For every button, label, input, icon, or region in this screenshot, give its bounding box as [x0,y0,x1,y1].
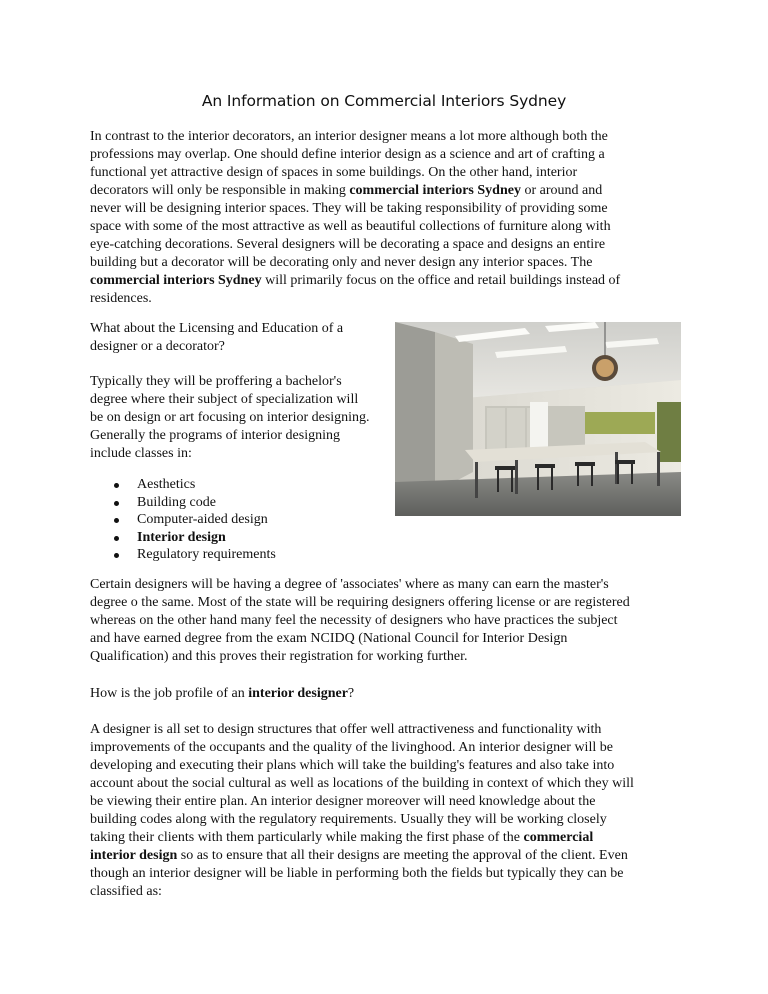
associates-line-5: Qualification) and this proves their registration for working further. [90,649,468,664]
list-item-bold: Interior design [137,529,226,545]
associates-paragraph [90,576,690,666]
intro-line-9-end: will primarily focus on the office and retail buildings instead of [261,273,621,288]
intro-line-9 [90,272,690,290]
job-line-8 [90,847,690,865]
intro-paragraph [90,128,690,308]
bachelor-paragraph [90,373,390,463]
bachelor-line-5: include classes in: [90,446,192,461]
job-line-10: classified as: [90,884,162,899]
associates-line-3: whereas on the other hand many feel the necessity of designers who have practices the subject [90,613,618,628]
office-interior-photo [395,322,681,516]
list-item: Building code [114,494,276,512]
job-line-1: A designer is all set to design structures that offer well attractiveness and functionality with [90,722,602,737]
licensing-line-2: designer or a decorator? [90,339,225,354]
page-title: An Information on Commercial Interiors Sydney [201,92,567,110]
intro-line-3: functional yet attractive design of spaces in some buildings. On the other hand, interior [90,165,578,180]
licensing-line-1: What about the Licensing and Education of a [90,321,344,336]
intro-line-4-end: or around and [520,183,603,198]
keyword-interior-designer: interior designer [248,686,348,701]
classes-list [114,476,276,564]
list-item: Computer-aided design [114,511,276,529]
intro-line-4 [90,182,690,200]
job-line-6: building codes along with the regulatory requirements. Usually they will be working closely [90,812,607,827]
list-item [114,529,276,547]
intro-line-7: eye-catching decorations. Several designers will be decorating a space and designs an entire [90,237,606,252]
intro-line-8: building but a decorator will be decorating only and never design any interior spaces. The [90,255,593,270]
intro-line-6: space with some of the most attractive as well as beautiful collections of furniture along with [90,219,611,234]
list-item: Regulatory requirements [114,546,276,564]
bachelor-line-3: be on design or art focusing on interior designing. [90,410,370,425]
keyword-commercial: commercial [523,830,594,845]
job-line-2: improvements of the occupants and the quality of the livinghood. An interior designer will be [90,740,613,755]
bachelor-line-4: Generally the programs of interior designing [90,428,340,443]
list-item: Aesthetics [114,476,276,494]
job-paragraph [90,721,690,901]
associates-line-1: Certain designers will be having a degree of 'associates' where as many can earn the master's [90,577,609,592]
job-line-7-start: taking their clients with them particularly while making the first phase of the [90,830,524,845]
job-line-5: be viewing their entire plan. An interior designer moreover will need knowledge about the [90,794,596,809]
intro-line-2: professions may overlap. One should define interior design as a science and art of crafting a [90,147,605,162]
job-line-9: though an interior designer will be liable in performing both the fields but typically they can be [90,866,624,881]
keyword-commercial-interiors-sydney: commercial interiors Sydney [349,183,521,198]
job-line-4: account about the social cultural as well as locations of the building in context of which they will [90,776,634,791]
intro-line-5: never will be designing interior spaces. They will be taking responsibility of providing some [90,201,608,216]
job-line-7 [90,829,690,847]
job-line-3: developing and executing their plans which will take the building's features and also take into [90,758,615,773]
bachelor-line-2: degree where their subject of specialization will [90,392,359,407]
intro-line-10: residences. [90,291,152,306]
associates-line-4: and have earned degree from the exam NCIDQ (National Council for Interior Design [90,631,568,646]
bachelor-line-1: Typically they will be proffering a bachelor's [90,374,342,389]
intro-line-1: In contrast to the interior decorators, an interior designer means a lot more although both the [90,129,608,144]
job-question [90,685,690,703]
keyword-interior-design: interior design [90,848,178,863]
job-question-start: How is the job profile of an [90,686,249,701]
job-line-8-end: so as to ensure that all their designs are meeting the approval of the client. Even [177,848,628,863]
keyword-commercial-interiors-sydney-2: commercial interiors Sydney [90,273,262,288]
job-question-end: ? [347,686,355,701]
associates-line-2: degree o the same. Most of the state will be requiring designers offering license or are registered [90,595,630,610]
job-question-line [90,685,690,703]
licensing-question [90,320,390,356]
intro-line-4-start: decorators will only be responsible in making [90,183,350,198]
